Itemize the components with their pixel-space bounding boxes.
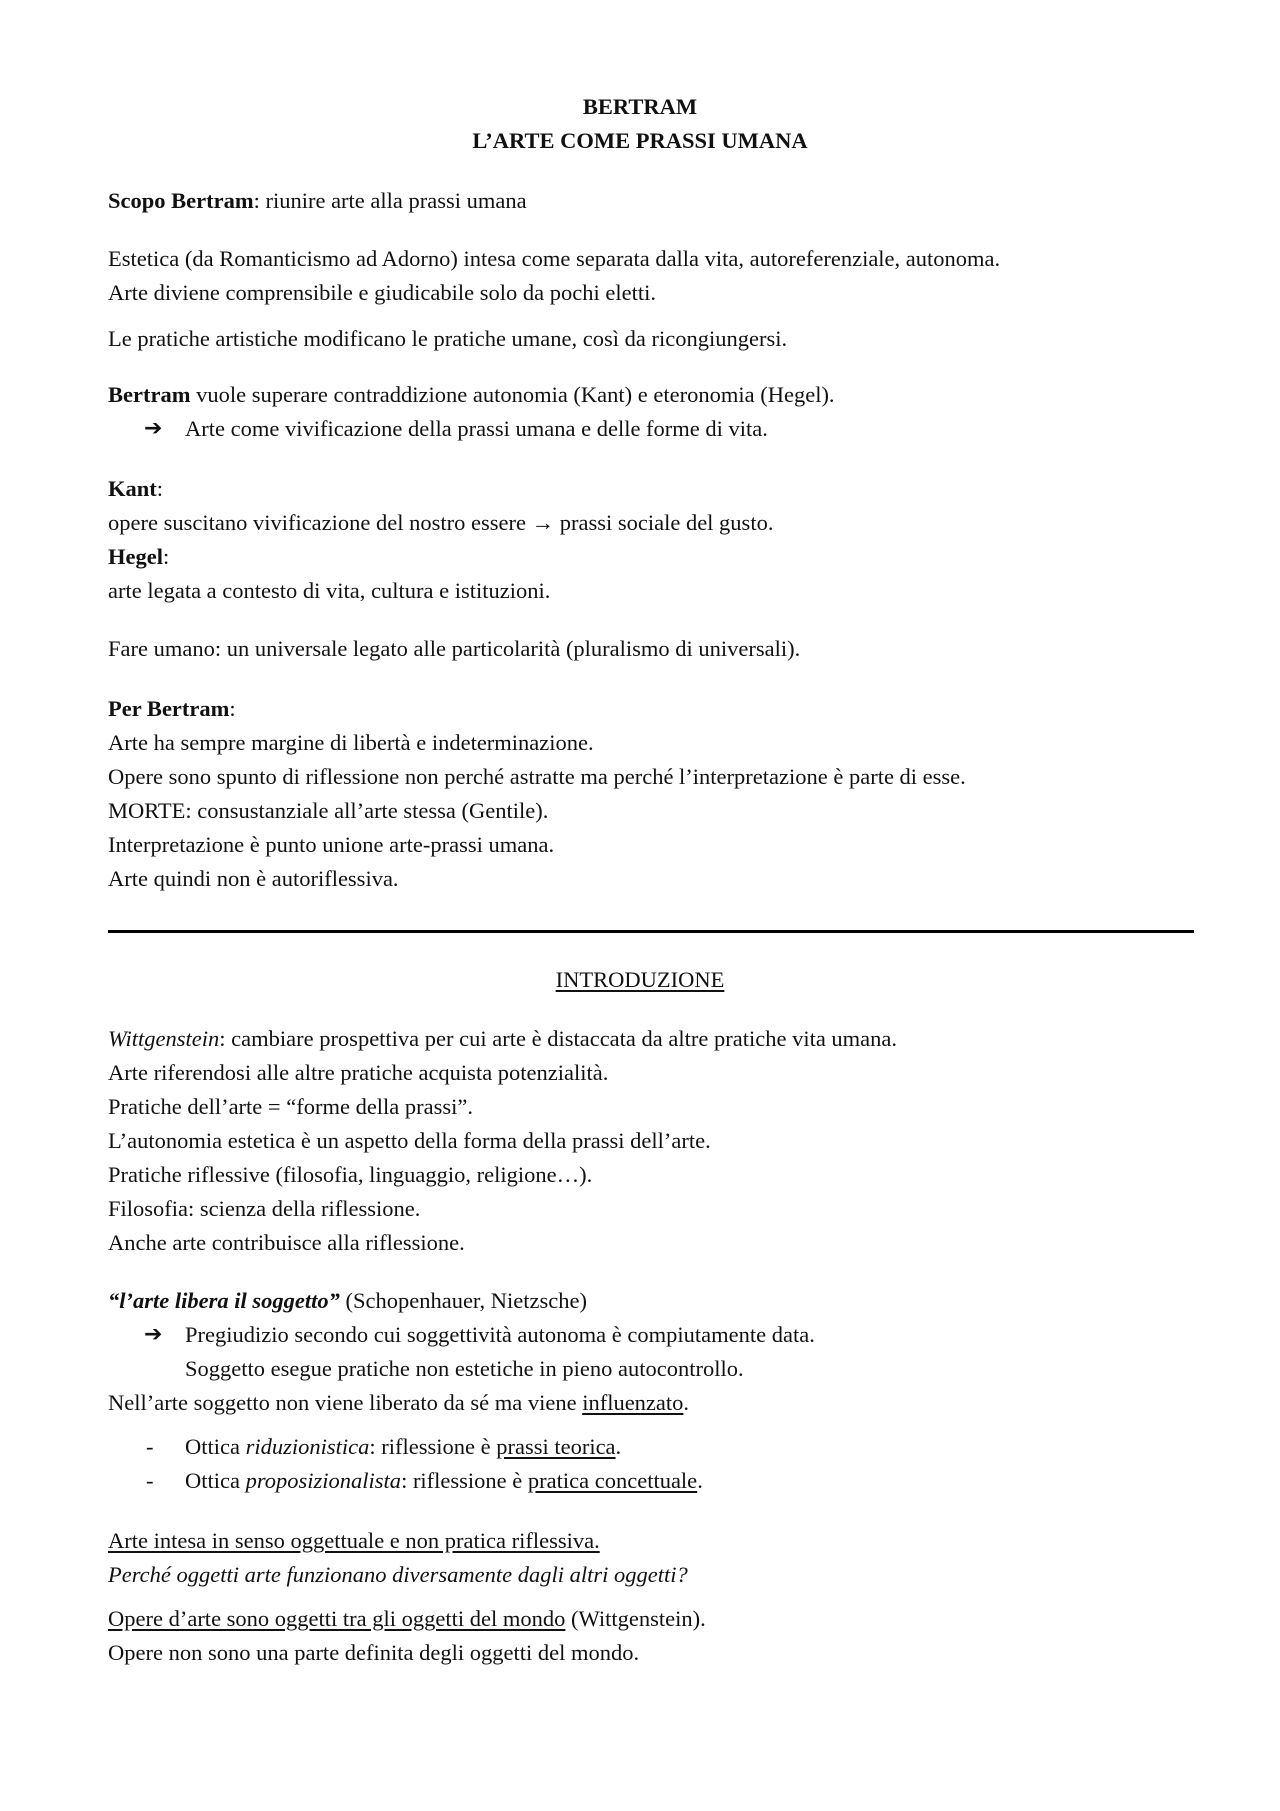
estetica-line-2: Arte diviene comprensibile e giudicabile solo da pochi eletti. [108,280,656,305]
estetica-line-1: Estetica (da Romanticismo ad Adorno) intesa come separata dalla vita, autoreferenziale, autonoma. [108,246,1001,271]
scopo-line: Scopo Bertram: riunire arte alla prassi umana [108,188,527,213]
arrow-icon: ➔ [144,416,163,441]
quote-line: “l’arte libera il soggetto” (Schopenhauer, Nietzsche) [108,1288,587,1313]
bertram-vuole-line: Bertram vuole superare contraddizione autonomia (Kant) e eteronomia (Hegel). [108,382,835,407]
intro-line: Anche arte contribuisce alla riflessione. [108,1230,465,1255]
kant-heading: Kant: [108,476,164,501]
intro-line: Arte riferendosi alle altre pratiche acquista potenzialità. [108,1060,609,1085]
intro-line: Pratiche dell’arte = “forme della prassi”. [108,1094,474,1119]
opere-line: Opere d’arte sono oggetti tra gli oggetti del mondo (Wittgenstein). [108,1606,706,1631]
intro-line: Filosofia: scienza della riflessione. [108,1196,421,1221]
arrow-icon: ➔ [144,1322,163,1347]
hegel-heading: Hegel: [108,544,170,569]
intro-line: L’autonomia estetica è un aspetto della forma della prassi dell’arte. [108,1128,711,1153]
per-bertram-line: Opere sono spunto di riflessione non perché astratte ma perché l’interpretazione è parte di esse. [108,764,966,789]
bullet-item: Ottica riduzionistica: riflessione è prassi teorica. [185,1434,622,1459]
per-bertram-heading: Per Bertram: [108,696,236,721]
per-bertram-line: Arte ha sempre margine di libertà e indeterminazione. [108,730,594,755]
document-subtitle: L’ARTE COME PRASSI UMANA [472,128,808,153]
quote-arrow-line-2: Soggetto esegue pratiche non estetiche in pieno autocontrollo. [185,1356,744,1381]
bullet-item: Ottica proposizionalista: riflessione è pratica concettuale. [185,1468,703,1493]
pratiche-line: Le pratiche artistiche modificano le pratiche umane, così da ricongiungersi. [108,326,788,351]
bullet-dash: - [146,1468,154,1493]
right-arrow-icon: → [531,510,555,535]
intro-line: Pratiche riflessive (filosofia, linguaggio, religione…). [108,1162,593,1187]
document-title: BERTRAM [582,94,698,119]
bullet-dash: - [146,1434,154,1459]
per-bertram-line: Arte quindi non è autoriflessiva. [108,866,399,891]
quote-arrow-line-1: Pregiudizio secondo cui soggettività autonoma è compiutamente data. [185,1322,815,1347]
fare-umano-line: Fare umano: un universale legato alle particolarità (pluralismo di universali). [108,636,801,661]
question-line: Perché oggetti arte funzionano diversamente dagli altri oggetti? [108,1562,688,1587]
wittgenstein-line: Wittgenstein: cambiare prospettiva per cui arte è distaccata da altre pratiche vita umana. [108,1026,898,1051]
per-bertram-line: Interpretazione è punto unione arte-prassi umana. [108,832,555,857]
introduzione-heading: INTRODUZIONE [555,967,725,992]
bertram-arrow-text: Arte come vivificazione della prassi umana e delle forme di vita. [185,416,768,441]
last-line: Opere non sono una parte definita degli oggetti del mondo. [108,1640,640,1665]
section-divider [108,930,1194,933]
nell-arte-line: Nell’arte soggetto non viene liberato da sé ma viene influenzato. [108,1390,690,1415]
hegel-line: arte legata a contesto di vita, cultura e istituzioni. [108,578,551,603]
oggettuale-line: Arte intesa in senso oggettuale e non pratica riflessiva. [108,1528,600,1553]
per-bertram-line: MORTE: consustanziale all’arte stessa (Gentile). [108,798,549,823]
kant-line: opere suscitano vivificazione del nostro essere → prassi sociale del gusto. [108,510,774,535]
